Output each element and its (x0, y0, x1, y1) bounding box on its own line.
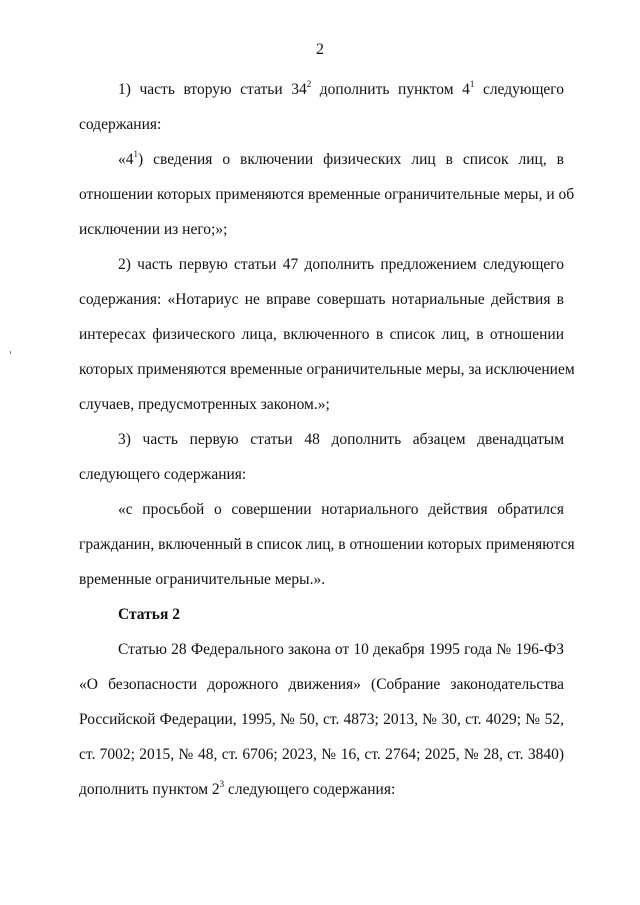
paragraph-2-line-2: содержания: «Нотариус не вправе совершать нотариальные действия в (79, 291, 564, 308)
paragraph-3-line-1: 3) часть первую статьи 48 дополнить абзацем двенадцатым (118, 431, 564, 448)
superscript: 3 (219, 778, 225, 789)
quote-2-line-1: «с просьбой о совершении нотариального действия обратился (118, 501, 564, 518)
article-2-line-2: «О безопасности дорожного движения» (Собрание законодательства (79, 676, 564, 693)
superscript: 1 (469, 78, 475, 89)
text-fragment: дополнить пунктом 2 (79, 781, 220, 798)
margin-mark (10, 351, 11, 354)
text-fragment: ) сведения о включении физических лиц в список лиц, в (138, 151, 564, 168)
text-fragment: следующего (474, 81, 564, 98)
paragraph-2-line-5: случаев, предусмотренных законом.»; (79, 396, 330, 413)
quote-2-line-3: временные ограничительные меры.». (79, 571, 326, 588)
article-2-line-3: Российской Федерации, 1995, № 50, ст. 4873; 2013, № 30, ст. 4029; № 52, (79, 711, 564, 728)
text-fragment: 1) часть вторую статьи 34 (118, 81, 307, 98)
superscript: 1 (133, 148, 138, 159)
paragraph-2-line-3: интересах физического лица, включенного в список лиц, в отношении (79, 326, 564, 343)
page-number: 2 (316, 41, 324, 58)
text-fragment: «4 (118, 151, 134, 168)
article-2-line-4: ст. 7002; 2015, № 48, ст. 6706; 2023, № 16, ст. 2764; 2025, № 28, ст. 3840) (79, 746, 564, 763)
article-2-heading: Статья 2 (118, 606, 180, 623)
quote-1-line-3: исключении из него;»; (79, 221, 228, 238)
article-2-line-1: Статью 28 Федерального закона от 10 декабря 1995 года № 196-ФЗ (118, 641, 564, 658)
paragraph-2-line-4: которых применяются временные ограничительные меры, за исключением (79, 361, 575, 378)
text-fragment: следующего содержания: (224, 781, 396, 798)
paragraph-1-line-1 (118, 80, 564, 100)
paragraph-3-line-2: следующего содержания: (79, 466, 247, 483)
quote-1-line-1 (118, 150, 564, 170)
superscript: 2 (306, 78, 312, 89)
text-fragment: дополнить пунктом 4 (311, 81, 470, 98)
paragraph-2-line-1: 2) часть первую статьи 47 дополнить предложением следующего (118, 256, 564, 273)
quote-1-line-2: отношении которых применяются временные ограничительные меры, и об (79, 186, 575, 203)
paragraph-1-line-2: содержания: (79, 116, 162, 133)
quote-2-line-2: гражданин, включенный в список лиц, в отношении которых применяются (79, 536, 575, 553)
article-2-line-5 (79, 780, 564, 800)
